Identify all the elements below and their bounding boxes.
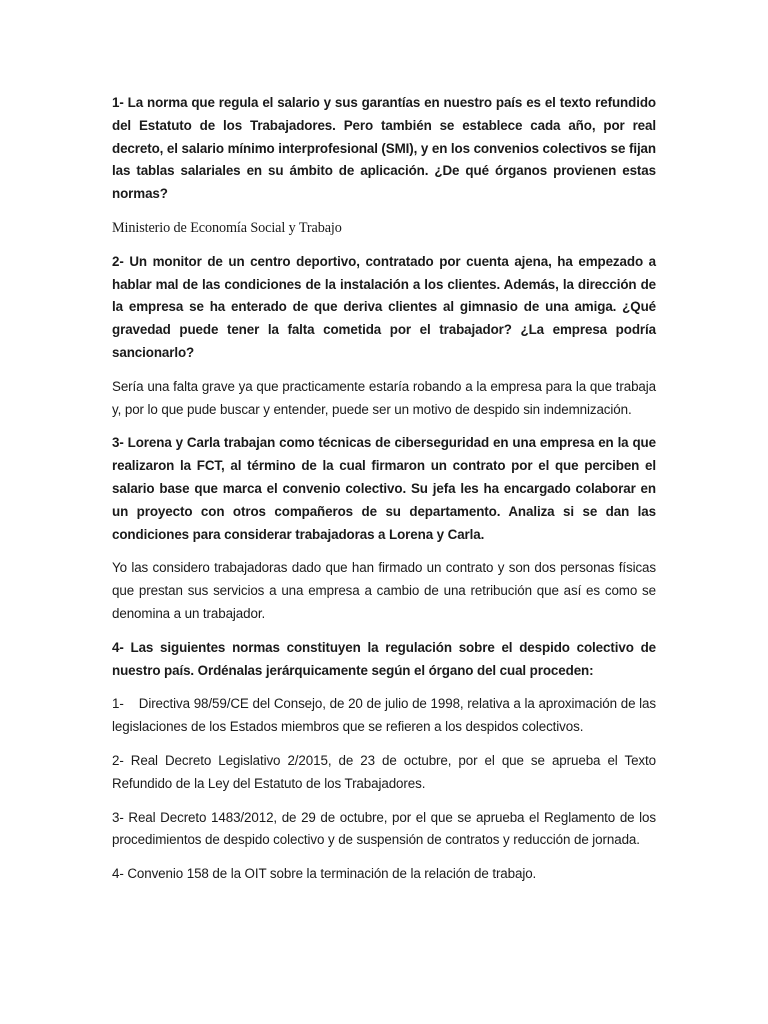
question-4: 4- Las siguientes normas constituyen la regulación sobre el despido colectivo de nuestro país. Ordénalas jerárquicamente según el órgano del cual proceden: (112, 639, 656, 678)
norm-item-4: 4- Convenio 158 de la OIT sobre la terminación de la relación de trabajo. (112, 866, 537, 882)
question-3: 3- Lorena y Carla trabajan como técnicas de ciberseguridad en una empresa en la que realizaron la FCT, al término de la cual firmaron un contrato por el que perciben el salario base que marca el convenio colectivo. Su jefa les ha encargado colaborar en un proyecto con otros compañeros de su departamento. Analiza si se dan las condiciones para considerar trabajadoras a Lorena y Carla. (112, 435, 656, 542)
question-2: 2- Un monitor de un centro deportivo, contratado por cuenta ajena, ha empezado a hablar mal de las condiciones de la instalación a los clientes. Además, la dirección de la empresa se ha enterado de que deriva clientes al gimnasio de una amiga. ¿Qué gravedad puede tener la falta cometida por el trabajador? ¿La empresa podría sancionarlo? (112, 253, 656, 360)
norm-item-3: 3- Real Decreto 1483/2012, de 29 de octubre, por el que se aprueba el Reglamento de los procedimientos de despido colectivo y de suspensión de contratos y reducción de jornada. (112, 809, 656, 848)
answer-2: Sería una falta grave ya que practicamente estaría robando a la empresa para la que trabaja y, por lo que pude buscar y entender, puede ser un motivo de despido sin indemnización. (112, 378, 656, 417)
document-page (112, 92, 660, 897)
question-1: 1- La norma que regula el salario y sus garantías en nuestro país es el texto refundido del Estatuto de los Trabajadores. Pero también se establece cada año, por real decreto, el salario mínimo interprofesional (SMI), y en los convenios colectivos se fijan las tablas salariales en su ámbito de aplicación. ¿De qué órganos provienen estas normas? (112, 95, 656, 202)
norm-item-1: 1- Directiva 98/59/CE del Consejo, de 20 de julio de 1998, relativa a la aproximación de las legislaciones de los Estados miembros que se refieren a los despidos colectivos. (112, 696, 660, 735)
answer-1: Ministerio de Economía Social y Trabajo (112, 219, 342, 236)
norm-item-2: 2- Real Decreto Legislativo 2/2015, de 23 de octubre, por el que se aprueba el Texto Refundido de la Ley del Estatuto de los Trabajadores. (112, 752, 656, 791)
answer-3: Yo las considero trabajadoras dado que han firmado un contrato y son dos personas físicas que prestan sus servicios a una empresa a cambio de una retribución que así es como se denomina a un trabajador. (112, 560, 656, 621)
